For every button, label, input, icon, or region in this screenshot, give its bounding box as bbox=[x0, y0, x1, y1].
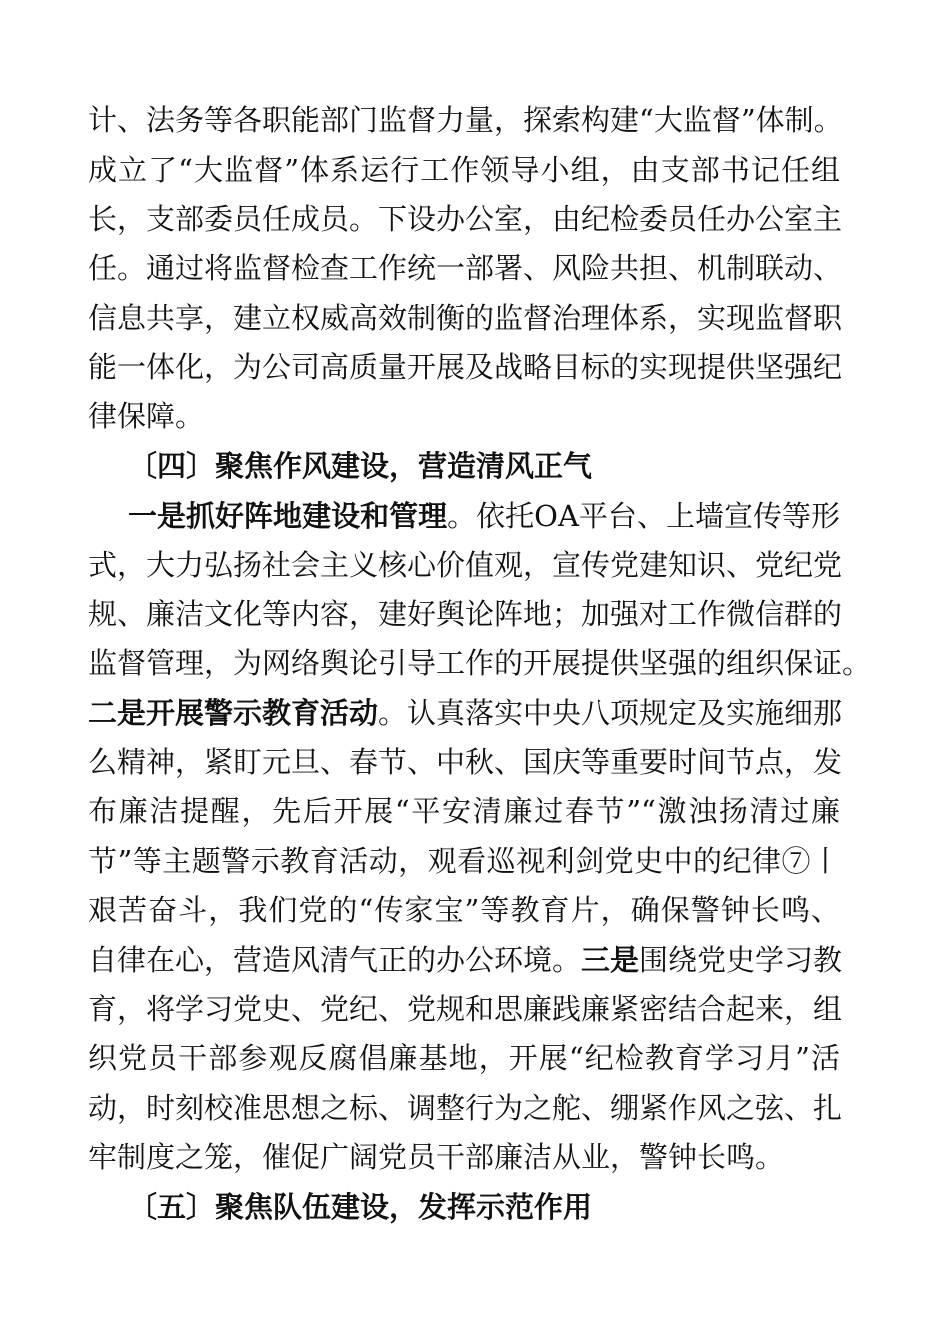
body-text: 规、廉洁文化等内容，建好舆论阵地；加强对工作微信群的 bbox=[88, 597, 843, 631]
body-text: 能一体化，为公司高质量开展及战略目标的实现提供坚强纪 bbox=[88, 350, 843, 384]
text-line bbox=[128, 496, 840, 536]
text-line bbox=[88, 150, 840, 190]
body-text: 么精神，紧盯元旦、春节、中秋、国庆等重要时间节点，发 bbox=[88, 745, 843, 779]
body-text: 动，时刻校准思想之标、调整行为之舵、绷紧作风之弦、扎 bbox=[88, 1091, 843, 1125]
body-text: 任。通过将监督检查工作统一部署、风险共担、机制联动、 bbox=[88, 251, 843, 285]
body-text: 育，将学习党史、党纪、党规和思廉践廉紧密结合起来，组 bbox=[88, 992, 843, 1026]
body-text: 。依托OA平台、上墙宣传等形 bbox=[447, 499, 840, 533]
text-line bbox=[88, 248, 843, 288]
body-text: 监督管理，为网络舆论引导工作的开展提供坚强的组织保证。 bbox=[88, 646, 872, 680]
bold-text: 〔四〕聚焦作风建设，营造清风正气 bbox=[128, 449, 593, 483]
body-text: 律保障。 bbox=[88, 399, 205, 433]
section-heading bbox=[128, 446, 840, 486]
text-line bbox=[88, 693, 843, 733]
body-text: 信息共享，建立权威高效制衡的监督治理体系，实现监督职 bbox=[88, 301, 843, 335]
body-text: 织党员干部参观反腐倡廉基地，开展“纪检教育学习月”活 bbox=[88, 1041, 840, 1075]
text-line bbox=[88, 1038, 840, 1078]
body-text: 长，支部委员任成员。下设办公室，由纪检委员任办公室主 bbox=[88, 202, 843, 236]
body-text: 计、法务等各职能部门监督力量，探索构建“大监督”体制。 bbox=[88, 103, 843, 137]
text-line bbox=[88, 1137, 840, 1177]
body-text: 式，大力弘扬社会主义核心价值观，宣传党建知识、党纪党 bbox=[88, 548, 843, 582]
text-line bbox=[88, 545, 843, 585]
text-line bbox=[88, 298, 843, 338]
bold-text: 二是开展警示教育活动 bbox=[88, 696, 379, 730]
text-line bbox=[88, 989, 843, 1029]
text-line bbox=[88, 1088, 843, 1128]
body-text: 自律在心，营造风清气正的办公环境。 bbox=[88, 943, 582, 977]
body-text: 节”等主题警示教育活动，观看巡视利剑党史中的纪律⑦丨 bbox=[88, 844, 840, 878]
body-text: 布廉洁提醒，先后开展“平安清廉过春节”“激浊扬清过廉 bbox=[88, 794, 840, 828]
body-text: 牢制度之笼，催促广阔党员干部廉洁从业，警钟长鸣。 bbox=[88, 1140, 785, 1174]
text-line bbox=[88, 594, 843, 634]
bold-text: 三是 bbox=[581, 943, 640, 977]
bold-text: 一是抓好阵地建设和管理 bbox=[128, 499, 448, 533]
text-line bbox=[88, 841, 840, 881]
text-line bbox=[88, 791, 840, 831]
body-text: 艰苦奋斗，我们党的“传家宝”等教育片，确保警钟长鸣、 bbox=[88, 893, 840, 927]
text-line bbox=[88, 396, 840, 436]
text-line bbox=[88, 742, 843, 782]
text-line bbox=[88, 199, 843, 239]
body-text: 成立了“大监督”体系运行工作领导小组，由支部书记任组 bbox=[88, 153, 840, 187]
text-line bbox=[88, 100, 843, 140]
text-line bbox=[88, 940, 843, 980]
body-text: 围绕党史学习教 bbox=[639, 943, 843, 977]
text-line bbox=[88, 890, 840, 930]
text-line bbox=[88, 643, 872, 683]
body-text: 。认真落实中央八项规定及实施细那 bbox=[378, 696, 843, 730]
bold-text: 〔五〕聚焦队伍建设，发挥示范作用 bbox=[128, 1190, 593, 1224]
section-heading bbox=[128, 1187, 840, 1227]
text-line bbox=[88, 347, 843, 387]
